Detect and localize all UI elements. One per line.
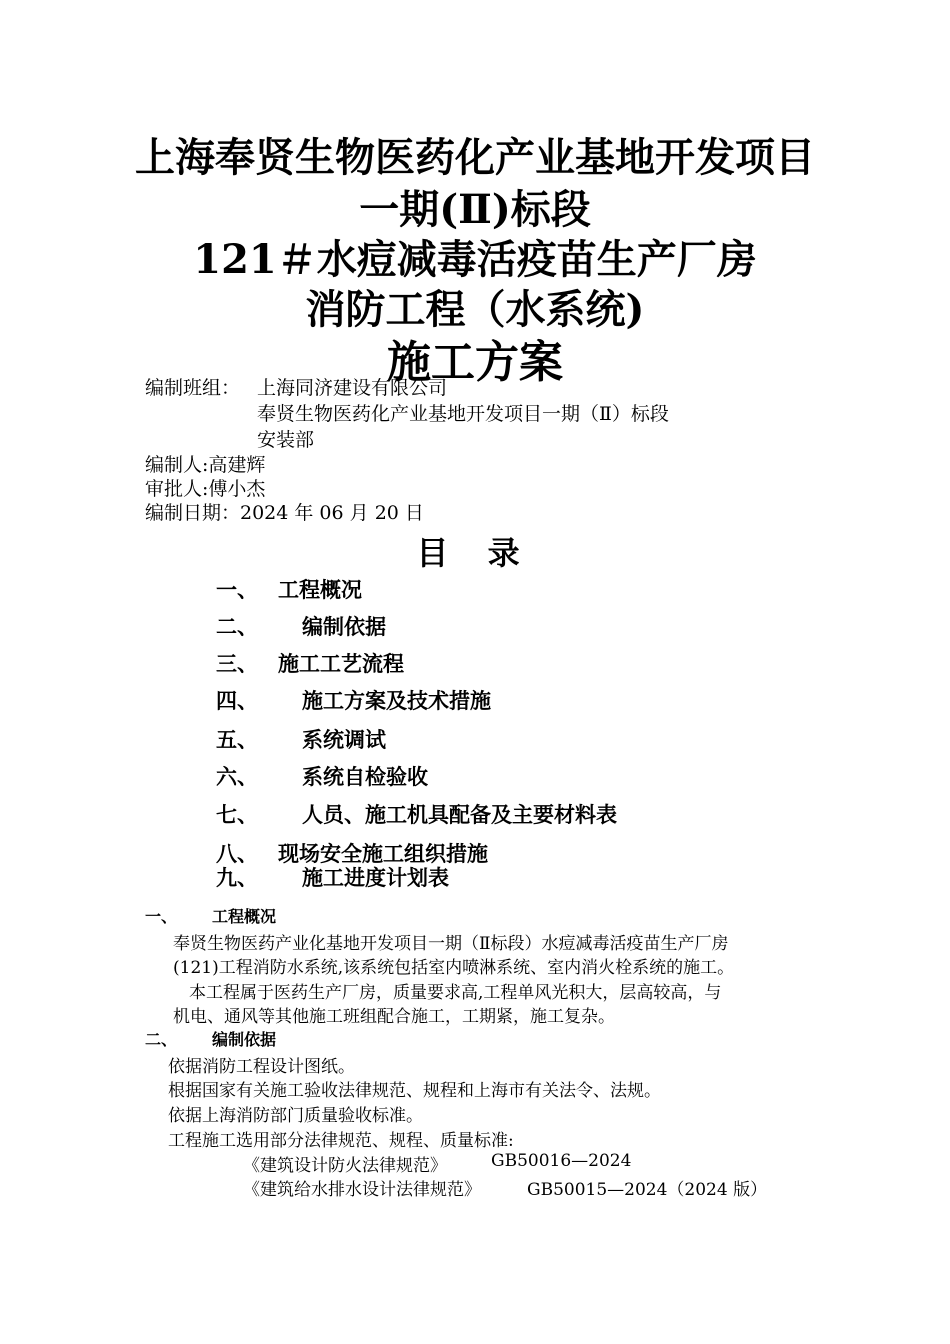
toc-item-label[interactable]: 系统自检验收 xyxy=(302,765,428,789)
team-line1: 上海同济建设有限公司 xyxy=(257,377,448,399)
cover-title-line2: 一期(Ⅱ)标段 xyxy=(359,186,591,233)
team-line2: 奉贤生物医药化产业基地开发项目一期（Ⅱ）标段 xyxy=(257,403,669,425)
toc-item-label[interactable]: 系统调试 xyxy=(302,728,386,752)
section1-number: 一、 xyxy=(145,907,178,926)
date-line: 编制日期：2024 年 06 月 20 日 xyxy=(145,502,424,524)
section1-paragraph-line: 本工程属于医药生产厂房，质量要求高,工程单风光积大，层高较高，与 xyxy=(189,983,722,1003)
toc-item-num: 三、 xyxy=(216,652,258,676)
toc-item-num: 六、 xyxy=(216,765,258,789)
toc-title: 目 录 xyxy=(416,534,534,572)
author-line: 编制人:高建辉 xyxy=(145,454,266,476)
toc-item-label[interactable]: 施工进度计划表 xyxy=(302,866,449,890)
section2-paragraph-line: 依据上海消防部门质量验收标准。 xyxy=(168,1106,423,1126)
section2-paragraph-line: 依据消防工程设计图纸。 xyxy=(168,1057,355,1077)
section1-paragraph-line: 机电、通风等其他施工班组配合施工，工期紧，施工复杂。 xyxy=(173,1007,615,1027)
section2-paragraph-line: 工程施工选用部分法律规范、规程、质量标准: xyxy=(168,1131,514,1151)
toc-item-label[interactable]: 施工方案及技术措施 xyxy=(302,689,491,713)
toc-item-label[interactable]: 编制依据 xyxy=(302,615,386,639)
section2-paragraph-line: 根据国家有关施工验收法律规范、规程和上海市有关法令、法规。 xyxy=(168,1081,661,1101)
standard-code: GB50016—2024 xyxy=(491,1151,632,1171)
toc-item-num: 七、 xyxy=(216,803,258,827)
toc-item-num: 四、 xyxy=(216,689,258,713)
toc-item-label[interactable]: 工程概况 xyxy=(278,578,362,602)
cover-title-line1: 上海奉贤生物医药化产业基地开发项目 xyxy=(135,134,815,181)
cover-title-line3: 121＃水痘减毒活疫苗生产厂房 xyxy=(193,236,757,283)
team-label: 编制班组： xyxy=(145,377,241,399)
cover-title-line4: 消防工程（水系统) xyxy=(305,286,645,333)
toc-item-num: 五、 xyxy=(216,728,258,752)
toc-item-label[interactable]: 施工工艺流程 xyxy=(278,652,404,676)
section1-paragraph-line: 奉贤生物医药产业化基地开发项目一期（Ⅱ标段）水痘减毒活疫苗生产厂房 xyxy=(173,934,729,954)
toc-item-num: 八、 xyxy=(216,842,258,866)
toc-item-label[interactable]: 现场安全施工组织措施 xyxy=(278,842,488,866)
section2-heading: 编制依据 xyxy=(212,1030,277,1049)
standard-code: GB50015—2024（2024 版） xyxy=(527,1180,768,1200)
section1-heading: 工程概况 xyxy=(212,907,277,926)
section2-number: 二、 xyxy=(145,1030,178,1049)
standard-name: 《建筑给水排水设计法律规范》 xyxy=(243,1180,481,1200)
toc-item-num: 一、 xyxy=(216,578,258,602)
toc-item-num: 二、 xyxy=(216,615,258,639)
section1-paragraph-line: (121)工程消防水系统,该系统包括室内喷淋系统、室内消火栓系统的施工。 xyxy=(173,958,735,978)
team-line3: 安装部 xyxy=(257,429,315,451)
cover-title-line5: 施工方案 xyxy=(387,337,563,388)
approver-line: 审批人:傅小杰 xyxy=(145,478,266,500)
toc-item-num: 九、 xyxy=(216,866,258,890)
standard-name: 《建筑设计防火法律规范》 xyxy=(243,1156,447,1176)
toc-item-label[interactable]: 人员、施工机具配备及主要材料表 xyxy=(302,803,617,827)
